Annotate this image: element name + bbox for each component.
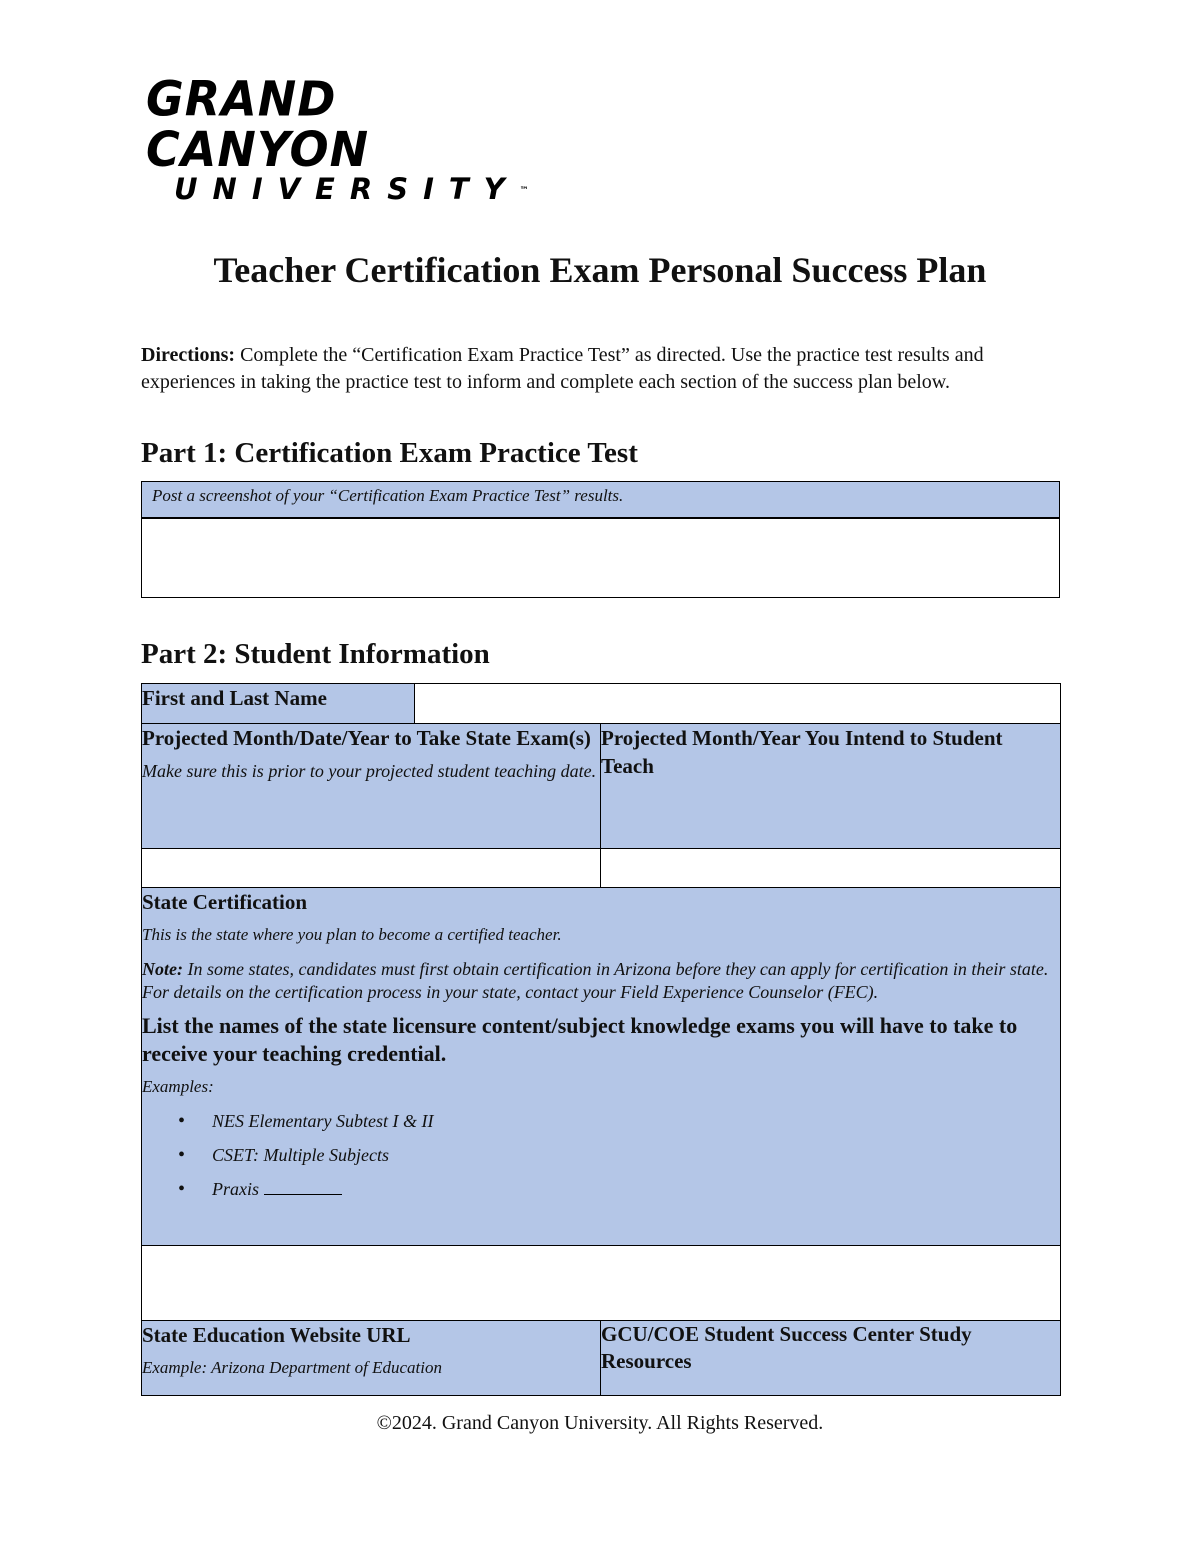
trademark-symbol: ™ bbox=[519, 186, 529, 196]
student-teach-date-field[interactable] bbox=[601, 849, 1061, 888]
state-exam-date-label-cell bbox=[142, 724, 601, 849]
state-certification-label: State Certification bbox=[142, 890, 308, 914]
student-information-table bbox=[141, 683, 1061, 1396]
gcu-logo bbox=[146, 70, 556, 206]
part1-heading: Part 1: Certification Exam Practice Test bbox=[141, 437, 638, 469]
praxis-blank-line bbox=[264, 1178, 342, 1195]
copyright-footer: ©2024. Grand Canyon University. All Rights Reserved. bbox=[376, 1412, 824, 1434]
part1-instruction-cell bbox=[141, 481, 1060, 519]
state-exam-date-note: Make sure this is prior to your projected student teaching date. bbox=[142, 761, 597, 781]
example-item: • CSET: Multiple Subjects bbox=[212, 1138, 1060, 1172]
example-item-text: Praxis bbox=[212, 1179, 264, 1199]
logo-wordmark: UNIVERSITY bbox=[174, 172, 520, 206]
licensure-exams-label: List the names of the state licensure content/subject knowledge exams you will have to take to receive your teaching credential. bbox=[142, 1013, 1018, 1066]
examples-label: Examples: bbox=[142, 1077, 214, 1096]
page-title: Teacher Certification Exam Personal Success Plan bbox=[213, 250, 987, 290]
screenshot-field[interactable] bbox=[141, 517, 1060, 598]
name-label: First and Last Name bbox=[142, 686, 327, 710]
part2-heading: Part 2: Student Information bbox=[141, 638, 490, 670]
directions-label: Directions: bbox=[141, 344, 236, 366]
examples-list bbox=[142, 1104, 1060, 1206]
licensure-exams-field[interactable] bbox=[142, 1246, 1061, 1321]
state-url-label: State Education Website URL bbox=[142, 1323, 411, 1347]
state-certification-cell bbox=[142, 888, 1061, 1246]
part1-instruction: Post a screenshot of your “Certification Exam Practice Test” results. bbox=[152, 486, 624, 505]
note-label: Note: bbox=[142, 959, 183, 979]
note-text: In some states, candidates must first obtain certification in Arizona before they can apply for certification in their state. For details on the certification process in your state, contact your Field Experience Counselor (FEC). bbox=[142, 959, 1049, 1002]
study-resources-cell bbox=[601, 1321, 1061, 1396]
state-certification-note: This is the state where you plan to become a certified teacher. bbox=[142, 925, 562, 944]
student-teach-label-cell bbox=[601, 724, 1061, 849]
example-item: • NES Elementary Subtest I & II bbox=[212, 1104, 1060, 1138]
example-item-praxis bbox=[212, 1172, 1060, 1206]
directions-paragraph bbox=[141, 342, 1061, 396]
directions-text: Complete the “Certification Exam Practice Test” as directed. Use the practice test results and experiences in taking the practice test to inform and complete each section of the success plan below. bbox=[141, 344, 984, 393]
certification-note bbox=[142, 958, 1060, 1004]
state-url-example: Example: Arizona Department of Education bbox=[142, 1358, 442, 1377]
student-teach-label: Projected Month/Year You Intend to Student Teach bbox=[601, 726, 1003, 778]
state-exam-date-label: Projected Month/Date/Year to Take State Exam(s) bbox=[142, 726, 591, 750]
state-exam-date-field[interactable] bbox=[142, 849, 601, 888]
state-url-cell bbox=[142, 1321, 601, 1396]
logo-line-1: GRAND CANYON bbox=[146, 70, 370, 178]
study-resources-label: GCU/COE Student Success Center Study Resources bbox=[601, 1322, 972, 1373]
name-label-cell bbox=[142, 684, 415, 724]
name-field[interactable] bbox=[415, 684, 1061, 724]
